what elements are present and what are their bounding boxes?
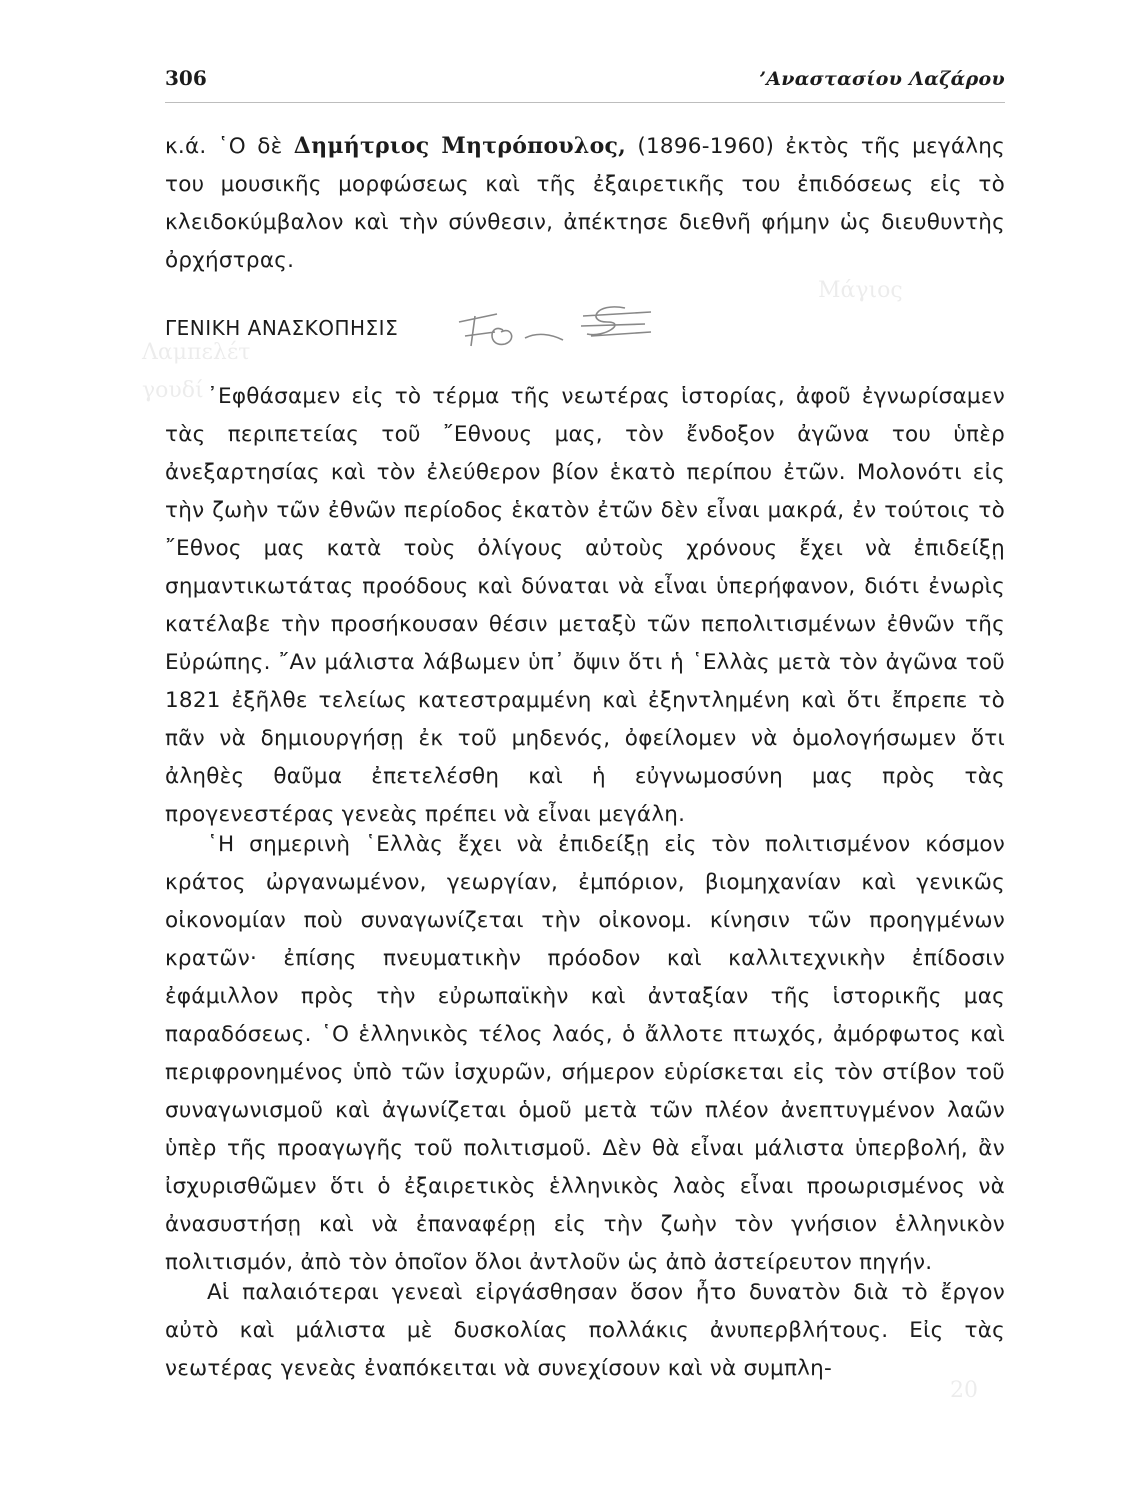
- handwritten-mark-icon: [455, 300, 665, 360]
- paragraph-mitropoulos: [165, 127, 1005, 280]
- bleed-through-word: 20: [950, 1378, 978, 1403]
- bleed-through-word: Μάγιος: [818, 278, 903, 303]
- paragraph-modern-greece: ῾Η σημερινὴ ῾Ελλὰς ἔχει νὰ ἐπιδείξῃ εἰς τὸν πολιτισμένον κόσμον κράτος ὠργανωμένον, γεωργίαν, ἐμπόριον, βιομηχανίαν καὶ γενικῶς οἰκονομίαν ποὺ συναγωνίζεται τὴν οἰκονομ. κίνησιν τῶν προηγμένων κρατῶν· ἐπίσης πνευματικὴν πρόοδον καὶ καλλιτεχνικὴν ἐπίδοσιν ἐφάμιλλον πρὸς τὴν εὐρωπαϊκὴν καὶ ἀνταξίαν τῆς ἱστορικῆς μας παραδόσεως. ῾Ο ἑλληνικὸς τέλος λαός, ὁ ἄλλοτε πτωχός, ἀμόρφωτος καὶ περιφρονημένος ὑπὸ τῶν ἰσχυρῶν, σήμερον εὑρίσκεται εἰς τὸν στίβον τοῦ συναγωνισμοῦ καὶ ἀγωνίζεται ὁμοῦ μετὰ τῶν πλέον ἀνεπτυγμένον λαῶν ὑπὲρ τῆς προαγωγῆς τοῦ πολιτισμοῦ. Δὲν θὰ εἶναι μάλιστα ὑπερβολή, ἂν ἰσχυρισθῶμεν ὅτι ὁ ἐξαιρετικὸς ἑλληνικὸς λαὸς εἶναι προωρισμένος νὰ ἀνασυστήσῃ καὶ νὰ ἐπαναφέρῃ εἰς τὴν ζωὴν τὸν γνήσιον ἑλληνικὸν πολιτισμόν, ἀπὸ τὸν ὁποῖον ὅλοι ἀντλοῦν ὡς ἀπὸ ἀστείρευτον πηγήν.: [165, 832, 1005, 1275]
- section-heading: ΓΕΝΙΚΗ ΑΝΑΣΚΟΠΗΣΙΣ: [165, 316, 399, 340]
- paragraph-intro: κ.ά. ῾Ο δὲ: [165, 134, 294, 159]
- person-name: Δημήτριος Μητρόπουλος,: [293, 133, 627, 159]
- bleed-through-word: Λαμπελέτ: [142, 340, 251, 365]
- page-header: [165, 60, 1005, 103]
- page-number: 306: [165, 66, 207, 90]
- bleed-through-word: γουδί: [142, 378, 204, 403]
- paragraph-generations: Αἱ παλαιότεραι γενεαὶ εἰργάσθησαν ὅσον ἦτο δυνατὸν διὰ τὸ ἔργον αὐτὸ καὶ μάλιστα μὲ δυσκολίας πολλάκις ἀνυπερβλήτους. Εἰς τὰς νεωτέρας γενεὰς ἐναπόκειται νὰ συνεχίσουν καὶ νὰ συμπλη-: [165, 1280, 1005, 1381]
- paragraph-general-review: ᾿Εφθάσαμεν εἰς τὸ τέρμα τῆς νεωτέρας ἱστορίας, ἀφοῦ ἐγνωρίσαμεν τὰς περιπετείας τοῦ ῎Εθνους μας, τὸν ἔνδοξον ἀγῶνα του ὑπὲρ ἀνεξαρτησίας καὶ τὸν ἐλεύθερον βίον ἑκατὸ περίπου ἐτῶν. Μολονότι εἰς τὴν ζωὴν τῶν ἐθνῶν περίοδος ἑκατὸν ἐτῶν δὲν εἶναι μακρά, ἐν τούτοις τὸ ῎Εθνος μας κατὰ τοὺς ὀλίγους αὐτοὺς χρόνους ἔχει νὰ ἐπιδείξῃ σημαντικωτάτας προόδους καὶ δύναται νὰ εἶναι ὑπερήφανον, διότι ἐνωρὶς κατέλαβε τὴν προσήκουσαν θέσιν μεταξὺ τῶν πεπολιτισμένων ἐθνῶν τῆς Εὐρώπης. ῎Αν μάλιστα λάβωμεν ὑπ᾿ ὄψιν ὅτι ἡ ῾Ελλὰς μετὰ τὸν ἀγῶνα τοῦ 1821 ἐξῆλθε τελείως κατεστραμμένη καὶ ἐξηντλημένη καὶ ὅτι ἔπρεπε τὸ πᾶν νὰ δημιουργήσῃ ἐκ τοῦ μηδενός, ὀφείλομεν νὰ ὁμολογήσωμεν ὅτι ἀληθὲς θαῦμα ἐπετελέσθη καὶ ἡ εὐγνωμοσύνη μας πρὸς τὰς προγενεστέρας γενεὰς πρέπει νὰ εἶναι μεγάλη.: [165, 384, 1005, 827]
- paragraph-rest: (1896-1960) ἐκτὸς τῆς μεγάλης του μουσικῆς μορφώσεως καὶ τῆς ἐξαιρετικῆς του ἐπιδόσεως εἰς τὸ κλειδοκύμβαλον καὶ τὴν σύνθεσιν, ἀπέκτησε διεθνῆ φήμην ὡς διευθυντὴς ὀρχήστρας.: [165, 134, 1006, 273]
- running-head: ’Αναστασίου Λαζάρου: [759, 68, 1005, 90]
